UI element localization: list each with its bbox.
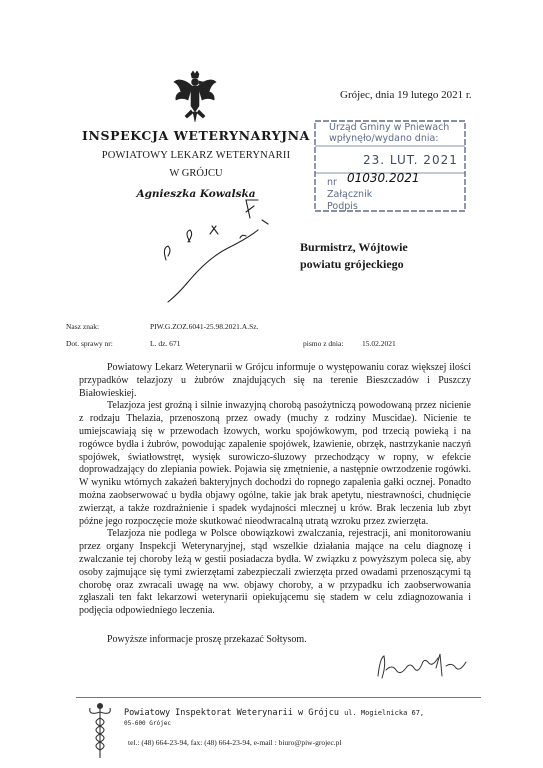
stamp-handwritten-number: 01030.2021 [347, 171, 420, 185]
institution-title: INSPEKCJA WETERYNARYJNA [82, 128, 310, 143]
addressee-line-1: Burmistrz, Wójtowie [300, 240, 408, 254]
our-sign-value: PIW.G.ZOZ.6041-25.98.2021.A.Sz. [150, 322, 259, 331]
paragraph-1: Powiatowy Lekarz Weterynarii w Grójcu informuje o występowaniu coraz większej ilości przypadków telazjozy u żubrów znajdujących się na terenie Bieszczadów i Puszczy Białowieskiej. [79, 362, 471, 399]
footer-office [124, 708, 424, 718]
paragraph-3: Telazjoza nie podlega w Polsce obowiązkowi zwalczania, rejestracji, ani monitorowaniu przez organy Inspekcji Weterynaryjnej, stąd wszelkie działania mające na celu diagnozę i zwalczanie tej choroby leżą w gestii posiadacza bydła. W związku z powyższym poleca się, aby osoby zajmujące się tymi zwierzętami zabezpieczali zwierzęta przed owadami przenoszącymi tą chorobę oraz zwracali uwagę na ww. objawy choroby, a w przypadku ich zaobserwowania zgłaszali ten fakt lekarzowi weterynarii opiekującemu się stadem w celu zdiagnozowania i podjęcia odpowiedniego leczenia. [79, 528, 471, 617]
letter-date-value: 15.02.2021 [362, 339, 396, 348]
handwritten-annotation [150, 190, 300, 305]
registry-stamp [313, 119, 471, 215]
stamp-attachment-label: Załącznik [327, 189, 373, 200]
addressee-line-2: powiatu grójeckiego [300, 257, 404, 271]
stamp-date: 23. LUT. 2021 [363, 153, 458, 167]
official-name: Agnieszka Kowalska [136, 188, 256, 200]
institution-subtitle: POWIATOWY LEKARZ WETERYNARII [101, 150, 291, 161]
paragraph-closing: Powyższe informacje proszę przekazać Sołtysom. [107, 633, 307, 645]
footer-divider [76, 697, 481, 698]
place-and-date: Grójec, dnia 19 lutego 2021 r. [340, 89, 472, 101]
stamp-received-label: wpłynęło/wydano dnia: [329, 133, 439, 144]
polish-eagle-icon [172, 70, 218, 124]
footer-postal: 05-600 Grójec [124, 720, 171, 727]
letter-body [79, 362, 471, 647]
case-number-label: Dot. sprawy nr: [66, 339, 113, 348]
case-number-value: L. dz. 671 [150, 339, 181, 348]
handwritten-signature [372, 648, 472, 684]
caduceus-icon [86, 702, 114, 760]
letter-date-label: pismo z dnia: [303, 339, 344, 348]
stamp-signature-label: Podpis [327, 201, 358, 212]
footer-office-name: Powiatowy Inspektorat Weterynarii w Grójcu [124, 708, 339, 718]
institution-location: W GRÓJCU [169, 168, 223, 179]
paragraph-2: Telazjoza jest groźną i silnie inwazyjną chorobą pasożytniczą powodowaną przez nicienie z rodzaju Thelazia, przenoszoną przez owady (muchy z rodziny Muscidae). Nicienie te umiejscawiają się w przewodach łzowych, worku spojówkowym, pod trzecią powieką i na rogówce bydła i żubrów, powodując zapalenie spojówek, łzawienie, obrzęk, nastrzykanie naczyń spojówek, światłowstręt, wysięk surowiczo-śluzowy przechodzący w ropny, w efekcie doprowadzający do zlepiania powiek. Pojawia się zmętnienie, a następnie owrzodzenie rogówki. W wyniku wtórnych zakażeń bakteryjnych dochodzi do ropnego zapalenia gałki ocznej. Ponadto można zaobserwować u bydła objawy ogólne, takie jak brak apetytu, niestrawności, chudnięcie zwierząt, a także rozdrażnienie i spadek wydajności mlecznej u krów. Brak leczenia lub zbyt późne jego rozpoczęcie może skutkować nieodwracalną utratą wzroku przez zwierzęta. [79, 400, 471, 527]
footer-street: ul. Mogielnicka 67, [344, 709, 425, 717]
footer-contact: tel.: (48) 664-23-94, fax: (48) 664-23-94, e-mail : biuro@piw-grojec.pl [128, 738, 342, 747]
stamp-office: Urząd Gminy w Pniewach [329, 122, 450, 133]
stamp-number-label: nr [327, 177, 337, 188]
our-sign-label: Nasz znak: [66, 322, 100, 331]
